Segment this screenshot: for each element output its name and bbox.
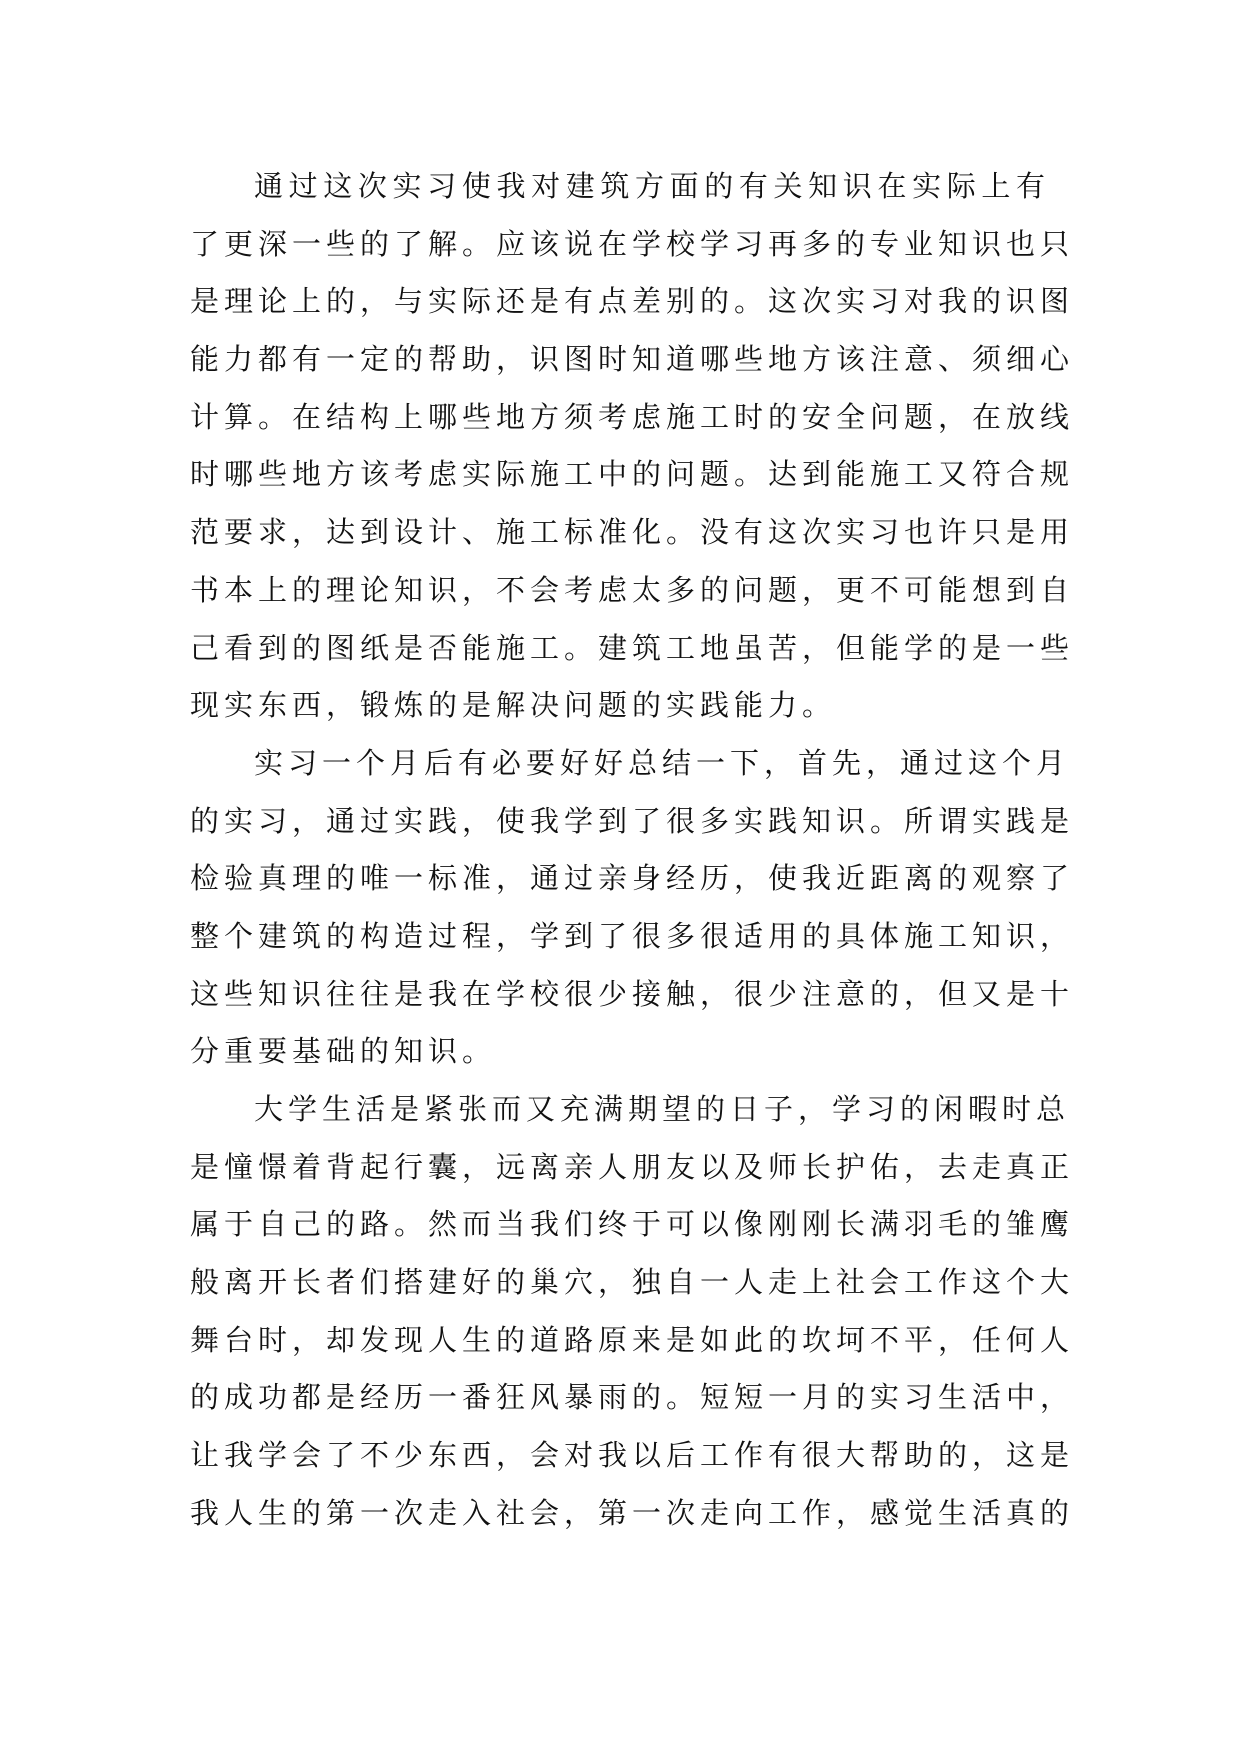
text-line: 范要求，达到设计、施工标准化。没有这次实习也许只是用 xyxy=(190,515,1075,550)
text-line: 属于自己的路。然而当我们终于可以像刚刚长满羽毛的雏鹰 xyxy=(190,1207,1075,1242)
text-line: 检验真理的唯一标准，通过亲身经历，使我近距离的观察了 xyxy=(190,861,1075,896)
text-line: 舞台时，却发现人生的道路原来是如此的坎坷不平，任何人 xyxy=(190,1322,1075,1357)
text-line: 的实习，通过实践，使我学到了很多实践知识。所谓实践是 xyxy=(190,803,1075,838)
paragraph-1 xyxy=(190,158,1075,735)
document-body xyxy=(190,158,1075,1543)
text-line: 让我学会了不少东西，会对我以后工作有很大帮助的，这是 xyxy=(190,1438,1075,1473)
text-line: 能力都有一定的帮助，识图时知道哪些地方该注意、须细心 xyxy=(190,342,1075,377)
text-line: 书本上的理论知识，不会考虑太多的问题，更不可能想到自 xyxy=(190,572,1075,607)
text-line: 现实东西，锻炼的是解决问题的实践能力。 xyxy=(190,688,837,723)
text-line: 是理论上的，与实际还是有点差别的。这次实习对我的识图 xyxy=(190,284,1075,319)
text-line: 了更深一些的了解。应该说在学校学习再多的专业知识也只 xyxy=(190,226,1075,261)
text-line: 我人生的第一次走入社会，第一次走向工作，感觉生活真的 xyxy=(190,1495,1075,1530)
text-line: 实习一个月后有必要好好总结一下，首先，通过这个月 xyxy=(254,745,1071,780)
text-line: 是憧憬着背起行囊，远离亲人朋友以及师长护佑，去走真正 xyxy=(190,1149,1075,1184)
text-line: 般离开长者们搭建好的巢穴，独自一人走上社会工作这个大 xyxy=(190,1265,1075,1300)
text-line: 大学生活是紧张而又充满期望的日子，学习的闲暇时总 xyxy=(254,1092,1071,1126)
text-line: 计算。在结构上哪些地方须考虑施工时的安全问题，在放线 xyxy=(190,399,1075,434)
text-line: 通过这次实习使我对建筑方面的有关知识在实际上有 xyxy=(254,169,1050,203)
text-line: 分重要基础的知识。 xyxy=(190,1034,497,1069)
text-line: 时哪些地方该考虑实际施工中的问题。达到能施工又符合规 xyxy=(190,457,1075,492)
text-line: 己看到的图纸是否能施工。建筑工地虽苦，但能学的是一些 xyxy=(190,630,1075,665)
text-line: 的成功都是经历一番狂风暴雨的。短短一月的实习生活中， xyxy=(190,1380,1075,1415)
paragraph-3 xyxy=(190,1081,1075,1543)
text-line: 这些知识往往是我在学校很少接触，很少注意的，但又是十 xyxy=(190,976,1075,1011)
text-line: 整个建筑的构造过程，学到了很多很适用的具体施工知识， xyxy=(190,918,1075,953)
paragraph-2 xyxy=(190,735,1075,1081)
